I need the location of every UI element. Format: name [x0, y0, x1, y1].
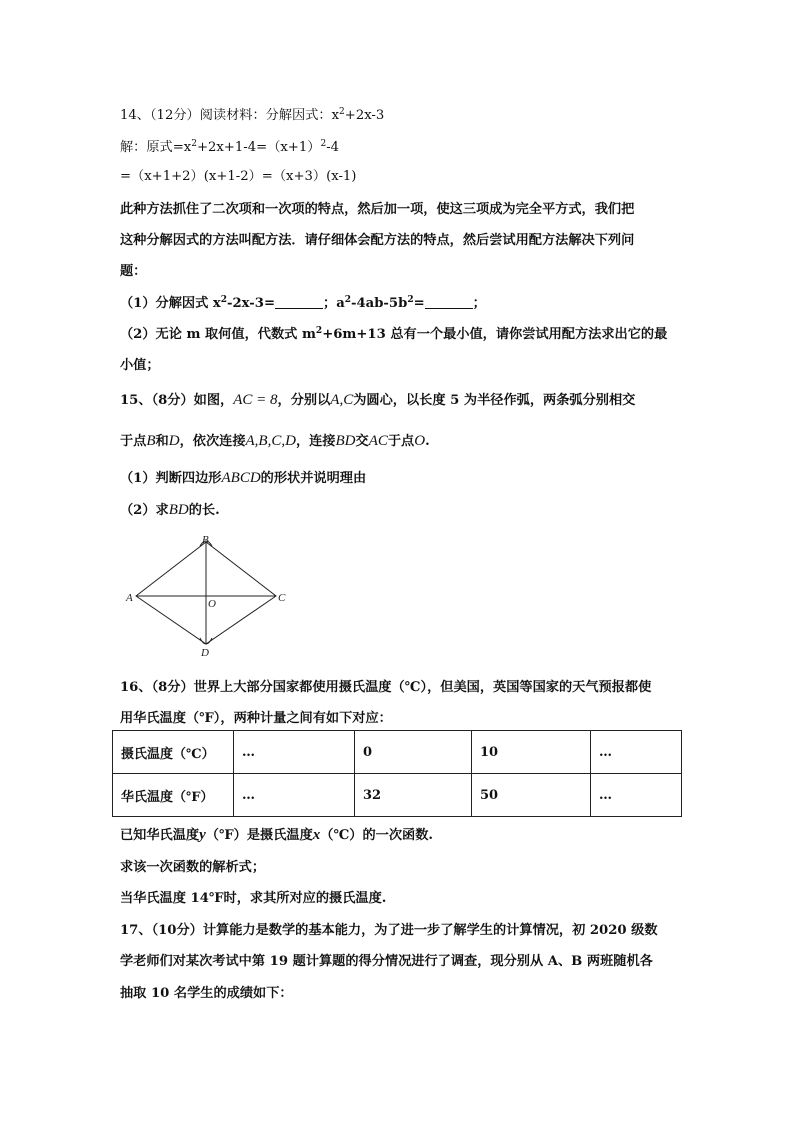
table-cell: …	[234, 774, 355, 817]
q16-line4: 求该一次函数的解析式；	[120, 860, 266, 875]
table-cell: 50	[472, 774, 591, 817]
label-c: C	[278, 592, 286, 604]
q17-line3: 抽取 10 名学生的成绩如下：	[120, 986, 293, 1001]
rhombus-figure	[122, 532, 292, 658]
table-cell: 华氏温度（℉）	[113, 774, 234, 817]
table-cell: 摄氏温度（℃）	[113, 731, 234, 774]
q16-line3: 已知华氏温度y（℉）是摄氏温度x（℃）的一次函数.	[120, 827, 433, 843]
q15-part1: （1）判断四边形ABCD的形状并说明理由	[120, 470, 367, 486]
label-b: B	[202, 534, 209, 546]
q14-paragraph-line2: 这种分解因式的方法叫配方法．请仔细体会配方法的特点，然后尝试用配方法解决下列问	[120, 233, 635, 248]
table-row	[113, 774, 682, 817]
table-row	[113, 731, 682, 774]
table-cell: …	[234, 731, 355, 774]
q14-solution-line2: =（x+1+2）(x+1-2）=（x+3）(x-1)	[120, 169, 357, 184]
q14-paragraph-line3: 题：	[120, 264, 147, 279]
q14-part2-line1: （2）无论 m 取何值，代数式 $m^2+6m+13$ 总有一个最小值，请你尝试用配方法求出它的最	[120, 326, 668, 342]
table-cell: …	[591, 774, 682, 817]
q14-solution-line1: 解：原式$=x^2+2x+1-4=(x+1)^2-4$	[120, 139, 340, 155]
q17-line2: 学老师们对某次考试中第 19 题计算题的得分情况进行了调查，现分别从 A、B 两班随机各	[120, 954, 653, 969]
label-d: D	[201, 647, 209, 658]
q17-line1: 17、（10分）计算能力是数学的基本能力，为了进一步了解学生的计算情况，初 2020 级数	[120, 923, 658, 938]
q14-part2-line2: 小值；	[120, 358, 160, 373]
q15-line2: 于点B和D，依次连接A,B,C,D，连接BD交AC于点O.	[120, 433, 430, 449]
q16-line5: 当华氏温度 14℉时，求其所对应的摄氏温度.	[120, 891, 387, 906]
table-cell: 10	[472, 731, 591, 774]
q14-part1: （1）分解因式 $x^2-2x-3=$ ；$a^2-4ab-5b^2=$ ；	[120, 295, 486, 311]
q14-title: 14、（12分）阅读材料：分解因式：$x^2+2x-3$	[120, 107, 385, 123]
label-a: A	[126, 592, 133, 604]
answer-blank-2[interactable]	[425, 296, 473, 309]
q15-line1: 15、（8分）如图，AC = 8，分别以A,C为圆心，以长度 5 为半径作弧，两条弧分别相交	[120, 392, 636, 408]
table-cell: 32	[355, 774, 472, 817]
answer-blank-1[interactable]	[275, 296, 323, 309]
table-cell: 0	[355, 731, 472, 774]
q14-paragraph-line1: 此种方法抓住了二次项和一次项的特点，然后加一项，使这三项成为完全平方式，我们把	[120, 202, 635, 217]
temperature-table	[112, 730, 682, 817]
table-cell: …	[591, 731, 682, 774]
q15-part2: （2）求BD的长.	[120, 502, 220, 518]
label-o: O	[208, 598, 216, 610]
q16-line1: 16、（8分）世界上大部分国家都使用摄氏温度（℃），但美国，英国等国家的天气预报都使	[120, 680, 652, 695]
q16-line2: 用华氏温度（℉），两种计量之间有如下对应：	[120, 711, 392, 726]
